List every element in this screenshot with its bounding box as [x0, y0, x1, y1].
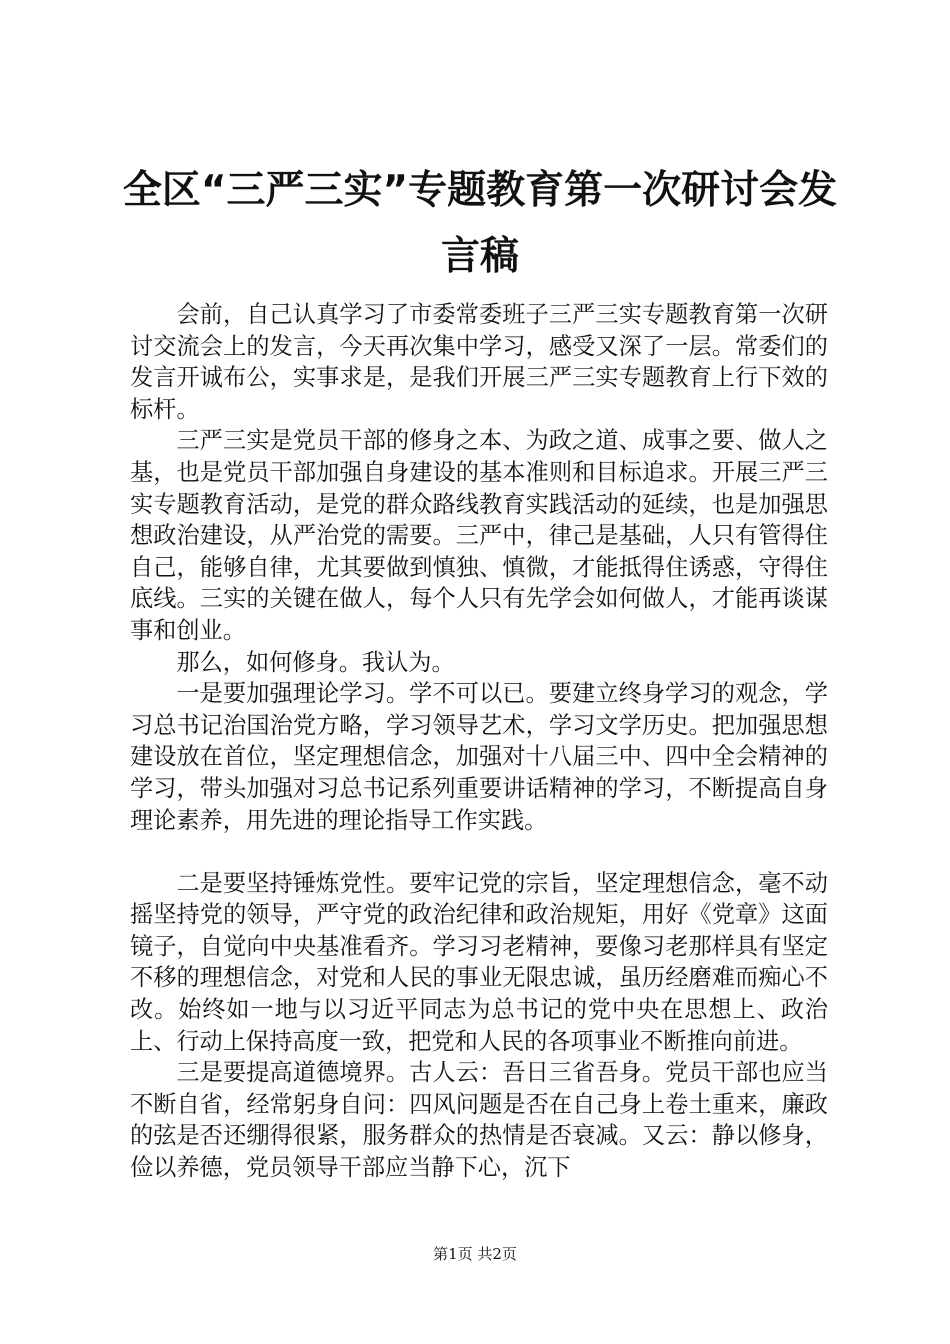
document-body — [130, 299, 828, 1184]
document-title: 全区“三严三实”专题教育第一次研讨会发言稿 — [122, 168, 838, 279]
paragraph-4: 一是要加强理论学习。学不可以已。要建立终身学习的观念，学习总书记治国治党方略，学习领导艺术，学习文学历史。把加强思想建设放在首位，坚定理想信念，加强对十八届三中、四中全会精神的学习，带头加强对习总书记系列重要讲话精神的学习，不断提高自身理论素养，用先进的理论指导工作实践。 — [130, 680, 828, 834]
paragraph-5: 二是要坚持锤炼党性。要牢记党的宗旨，坚定理想信念，毫不动摇坚持党的领导，严守党的政治纪律和政治规矩，用好《党章》这面镜子，自觉向中央基准看齐。学习习老精神，要像习老那样具有坚定不移的理想信念，对党和人民的事业无限忠诚，虽历经磨难而痴心不改。始终如一地与以习近平同志为总书记的党中央在思想上、政治上、行动上保持高度一致，把党和人民的各项事业不断推向前进。 — [130, 869, 828, 1055]
page-footer: 第1页 共2页 — [433, 1245, 517, 1263]
paragraph-2: 三严三实是党员干部的修身之本、为政之道、成事之要、做人之基，也是党员干部加强自身建设的基本准则和目标追求。开展三严三实专题教育活动，是党的群众路线教育实践活动的延续，也是加强思想政治建设，从严治党的需要。三严中，律己是基础，人只有管得住自己，能够自律，尤其要做到慎独、慎微，才能抵得住诱惑，守得住底线。三实的关键在做人，每个人只有先学会如何做人，才能再谈谋事和创业。 — [130, 427, 828, 644]
paragraph-1: 会前，自己认真学习了市委常委班子三严三实专题教育第一次研讨交流会上的发言，今天再次集中学习，感受又深了一层。常委们的发言开诚布公，实事求是，是我们开展三严三实专题教育上行下效的标杆。 — [130, 301, 828, 423]
paragraph-3: 那么，如何修身。我认为。 — [176, 648, 455, 676]
paragraph-6: 三是要提高道德境界。古人云：吾日三省吾身。党员干部也应当不断自省，经常躬身自问：四风问题是否在自己身上卷土重来，廉政的弦是否还绷得很紧，服务群众的热情是否衰减。又云：静以修身，俭以养德，党员领导干部应当静下心，沉下 — [130, 1059, 828, 1182]
